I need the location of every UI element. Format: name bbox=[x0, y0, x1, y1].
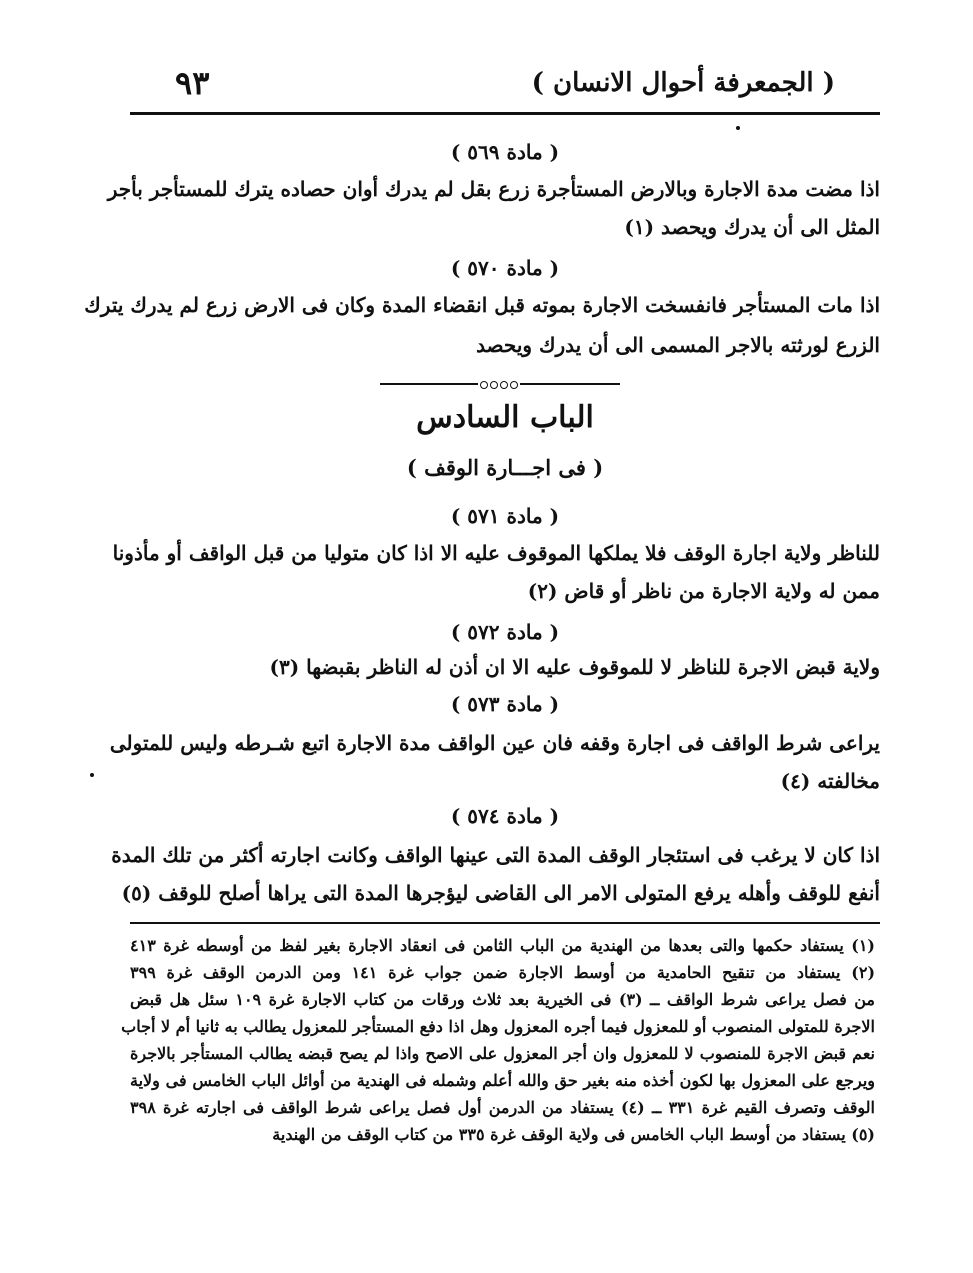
header-rule bbox=[130, 112, 880, 115]
footnote-line: الوقف وتصرف القيم غرة ٣٣١ ــ (٤) يستفاد من الدرمن أول فصل يراعى شرط الواقف فى اجارته غرة ٣٩٨ bbox=[130, 1098, 875, 1117]
footnote-rule bbox=[130, 922, 880, 924]
footnote-line: (٥) يستفاد من أوسط الباب الخامس فى ولاية الوقف غرة ٣٣٥ من كتاب الوقف من الهندية bbox=[272, 1125, 875, 1144]
scan-speck bbox=[90, 773, 94, 777]
page-number: ٩٣ bbox=[175, 64, 210, 102]
article-heading: ( مادة ٥٧٠ ) bbox=[450, 256, 560, 280]
article-line: اذا كان لا يرغب فى استئجار الوقف المدة التى عينها الواقف وكانت اجارته أكثر من تلك المدة bbox=[111, 843, 880, 867]
running-title: ( الجمعرفة أحوال الانسان ) bbox=[531, 68, 835, 98]
article-line: اذا مضت مدة الاجارة وبالارض المستأجرة زرع بقل لم يدرك أوان حصاده يترك للمستأجر بأجر bbox=[107, 177, 880, 201]
article-heading: ( مادة ٥٧٤ ) bbox=[450, 804, 560, 828]
footnote-line: ويرجع على المعزول بها لكون أخذه منه بغير حق والله أعلم وشمله فى الهندية من أوائل الباب الخامس فى ولاية bbox=[130, 1071, 875, 1090]
chapter-subtitle: ( فى اجـــارة الوقف ) bbox=[406, 455, 604, 480]
article-line: اذا مات المستأجر فانفسخت الاجارة بموته قبل انقضاء المدة وكان فى الارض زرع لم يدرك يترك bbox=[84, 293, 880, 317]
scan-speck bbox=[736, 126, 740, 130]
chapter-title: الباب السادس bbox=[416, 400, 594, 435]
article-heading: ( مادة ٥٧١ ) bbox=[450, 504, 560, 528]
footnote-line: الاجرة للمتولى المنصوب أو للمعزول فيما أجره المعزول وهل اذا دفع المستأجر للمعزول يطالب به ثانيا أم لا أجاب bbox=[121, 1017, 875, 1036]
footnote-line: (١) يستفاد حكمها والتى بعدها من الهندية من الباب الثامن فى انعقاد الاجارة بغير لفظ من أوسطه غرة ٤١٣ bbox=[130, 936, 875, 955]
article-line: يراعى شرط الواقف فى اجارة وقفه فان عين الواقف مدة الاجارة اتبع شـرطه وليس للمتولى bbox=[109, 731, 880, 755]
article-line: الزرع لورثته بالاجر المسمى الى أن يدرك ويحصد bbox=[476, 333, 880, 357]
article-heading: ( مادة ٥٦٩ ) bbox=[450, 140, 560, 164]
article-line: ممن له ولاية الاجارة من ناظر أو قاض (٢) bbox=[527, 579, 880, 603]
article-line: ولاية قبض الاجرة للناظر لا للموقوف عليه الا ان أذن له الناظر بقبضها (٣) bbox=[269, 655, 880, 679]
article-heading: ( مادة ٥٧٢ ) bbox=[450, 620, 560, 644]
footnote-line: نعم قبض الاجرة للمنصوب لا للمعزول وان أجر المعزول على الاصح واذا لم يصح قبضه يطالب المستأجر بالاجرة bbox=[130, 1044, 876, 1063]
article-line: مخالفته (٤) bbox=[780, 769, 880, 793]
footnote-line: (٢) يستفاد من تنقيح الحامدية من أوسط الاجارة ضمن جواب غرة ١٤١ ومن الدرمن الوقف غرة ٣٩٩ bbox=[130, 963, 876, 982]
article-line: المثل الى أن يدرك ويحصد (١) bbox=[624, 215, 880, 239]
article-line: أنفع للوقف وأهله يرفع المتولى الامر الى القاضى ليؤجرها المدة التى يراها أصلح للوقف (٥) bbox=[121, 881, 880, 905]
footnote-line: من فصل يراعى شرط الواقف ــ (٣) فى الخيرية بعد ثلاث ورقات من كتاب الاجارة غرة ١٠٩ سئل هل قبض bbox=[130, 990, 875, 1009]
article-heading: ( مادة ٥٧٣ ) bbox=[450, 692, 560, 716]
article-line: للناظر ولاية اجارة الوقف فلا يملكها الموقوف عليه الا اذا كان متوليا من قبل الواقف أو مأذونا bbox=[112, 541, 880, 565]
ornamental-divider bbox=[380, 380, 620, 388]
page-header bbox=[130, 60, 875, 110]
